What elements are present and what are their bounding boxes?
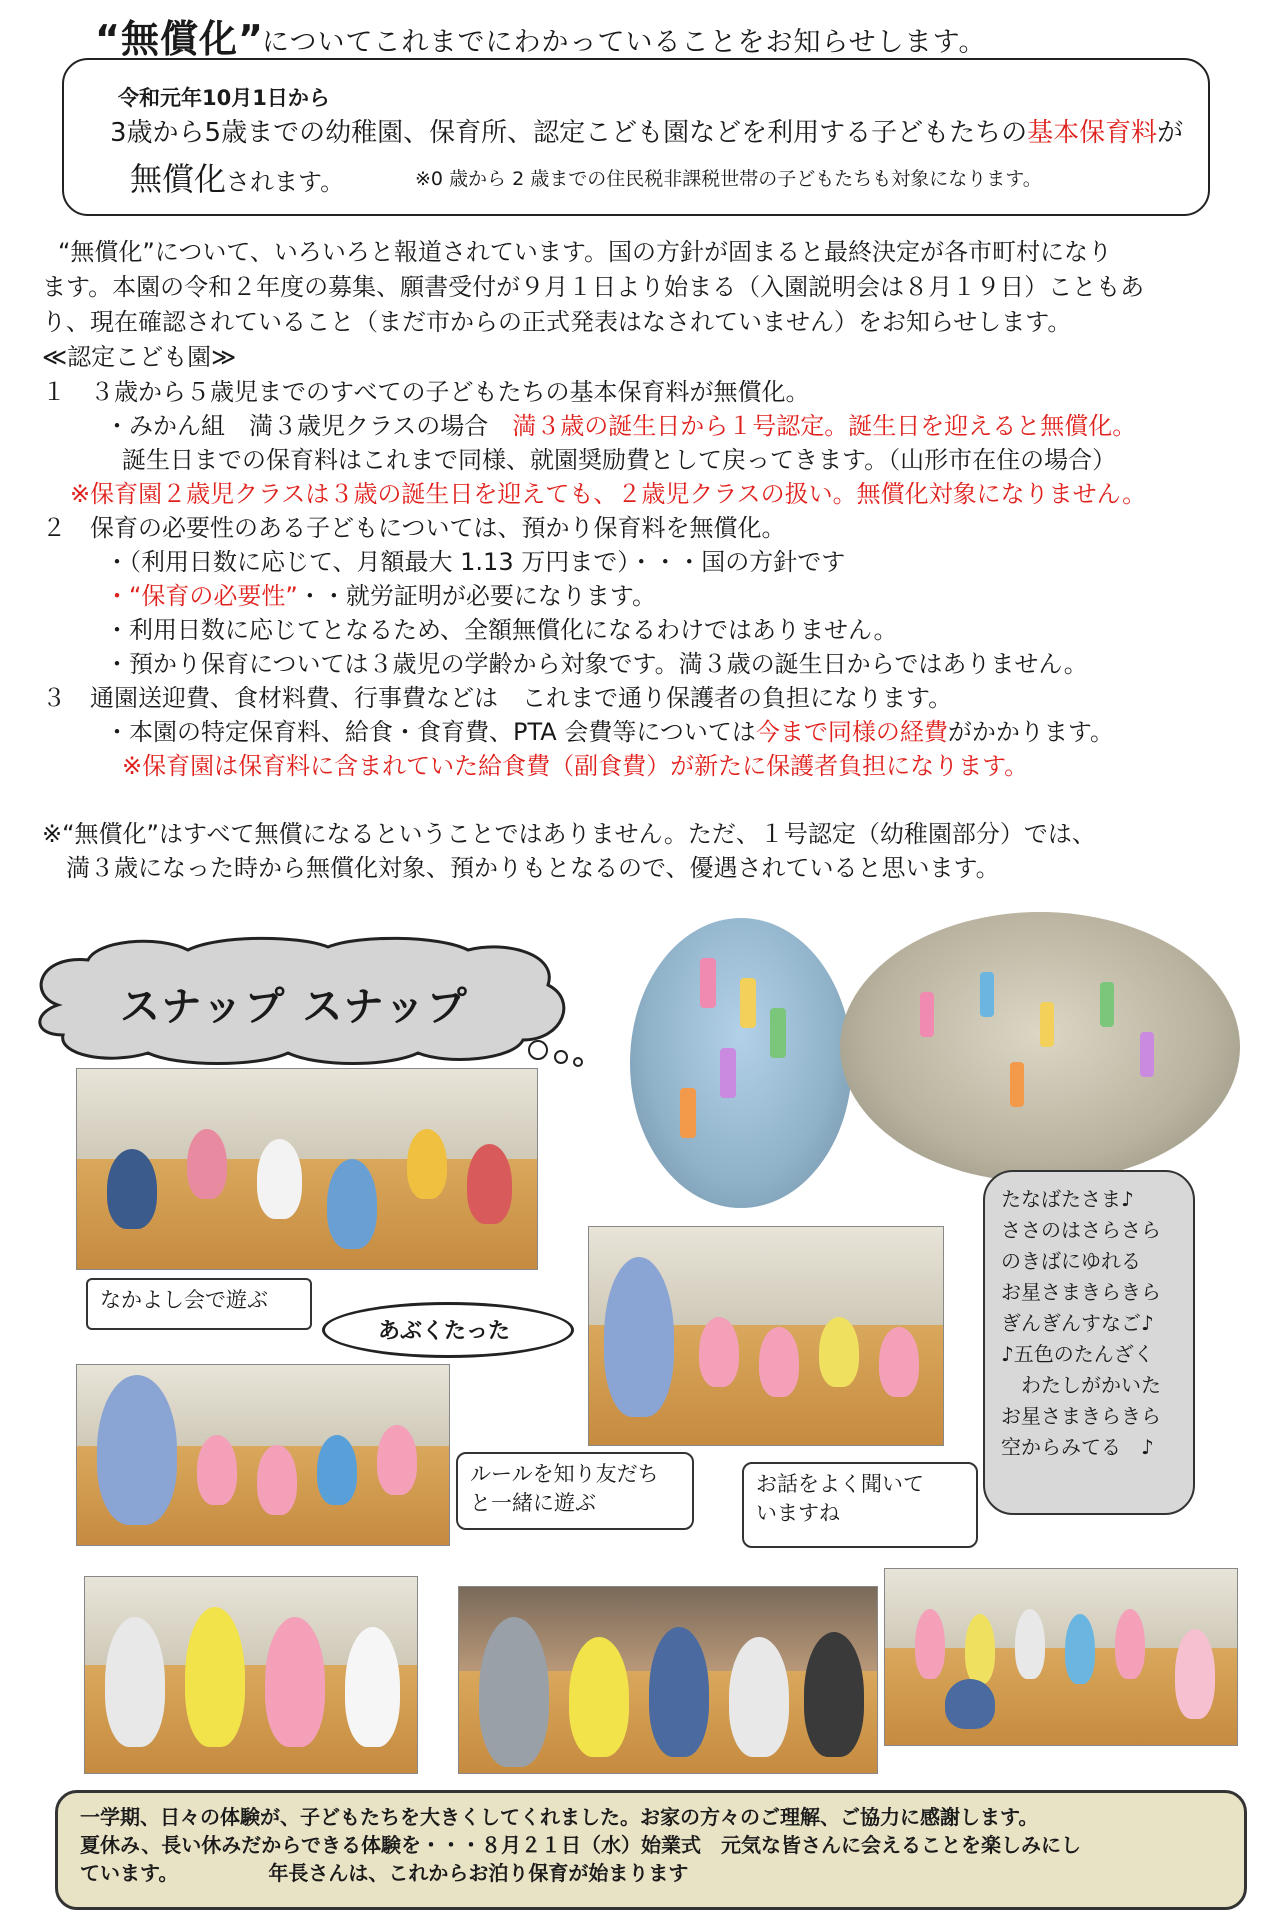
item-2b: ・“保育の必要性”・・就労証明が必要になります。	[105, 582, 656, 610]
notice-footnote: ※0 歳から 2 歳までの住民税非課税世帯の子どもたちも対象になります。	[415, 168, 1042, 190]
photo-bottom-right	[884, 1568, 1238, 1746]
item-1a: ・みかん組 満３歳児クラスの場合 満３歳の誕生日から１号認定。誕生日を迎えると無償化。	[105, 412, 1137, 440]
closing-message	[55, 1790, 1247, 1910]
closing-line-1: 一学期、日々の体験が、子どもたちを大きくしてくれました。お家の方々のご理解、ご協力に感謝します。	[80, 1805, 1039, 1829]
notice-line1: 3歳から5歳までの幼稚園、保育所、認定こども園などを利用する子どもたちの基本保育料が	[110, 118, 1184, 148]
footnote-line-2: 満３歳になった時から無償化対象、預かりもとなるので、優遇されていると思います。	[42, 854, 1000, 882]
photo-tanabata-left	[630, 918, 852, 1208]
caption-nakayoshi: なかよし会で遊ぶ	[86, 1278, 312, 1330]
item-1c: ※保育園２歳児クラスは３歳の誕生日を迎えても、２歳児クラスの扱い。無償化対象になりません。	[70, 480, 1147, 508]
photo-bottom-center	[458, 1586, 878, 1774]
caption-rule: ルールを知り友だち と一緒に遊ぶ	[456, 1452, 694, 1530]
section-heading: ≪認定こども園≫	[42, 343, 237, 371]
closing-line-2: 夏休み、長い休みだからできる体験を・・・８月２１日（水）始業式 元気な皆さんに会えることを楽しみにし	[80, 1833, 1081, 1857]
item-1b: 誕生日までの保育料はこれまで同様、就園奨励費として戻ってきます。（山形市在住の場合）	[122, 446, 1117, 474]
item-3a: ・本園の特定保育料、給食・食育費、PTA 会費等については今まで同様の経費がかかります。	[105, 718, 1114, 746]
page-subtitle: についてこれまでにわかっていることをお知らせします。	[262, 27, 987, 58]
notice-date: 令和元年10月1日から	[118, 86, 330, 110]
caption-abukutatta: あぶくたった	[378, 1319, 511, 1344]
intro-line-1: “無償化”について、いろいろと報道されています。国の方針が固まると最終決定が各市町村になり	[58, 238, 1112, 266]
cloud-title-text: スナップ スナップ	[120, 984, 469, 1030]
photo-nakayoshi	[76, 1068, 538, 1270]
item-2d: ・預かり保育については３歳児の学齢から対象です。満３歳の誕生日からではありません。	[105, 650, 1088, 678]
photo-abukutatta-left	[76, 1364, 450, 1546]
tanabata-lyrics: たなばたさま♪ ささのはさらさら のきばにゆれる お星さまきらきら ぎんぎんすなご♪ ♪五色のたんざく わたしがかいた お星さまきらきら 空からみてる ♪	[983, 1170, 1195, 1515]
item-2: ２ 保育の必要性のある子どもについては、預かり保育料を無償化。	[42, 514, 786, 542]
item-1: １ ３歳から５歳児までのすべての子どもたちの基本保育料が無償化。	[42, 378, 810, 406]
notice-line2: 無償化されます。	[130, 160, 345, 198]
closing-line-3: ています。 年長さんは、これからお泊り保育が始まります	[80, 1861, 689, 1885]
photo-tanabata-right	[840, 912, 1240, 1182]
item-3b: ※保育園は保育料に含まれていた給食費（副食費）が新たに保護者負担になります。	[122, 752, 1029, 780]
page-title: “無償化”	[95, 17, 264, 61]
item-2c: ・利用日数に応じてとなるため、全額無償化になるわけではありません。	[105, 616, 898, 644]
footnote-line-1: ※“無償化”はすべて無償になるということではありません。ただ、１号認定（幼稚園部分）では、	[42, 820, 1096, 848]
item-2a: ・（利用日数に応じて、月額最大 1.13 万円まで）・・・国の方針です	[105, 548, 846, 576]
caption-ohanashi: お話をよく聞いて いますね	[742, 1462, 978, 1548]
photo-abukutatta-right	[588, 1226, 944, 1446]
intro-line-3: り、現在確認されていること（まだ市からの正式発表はなされていません）をお知らせします。	[42, 308, 1072, 336]
intro-line-2: ます。本園の令和２年度の募集、願書受付が９月１日より始まる（入園説明会は８月１９日）こともあ	[42, 273, 1145, 301]
item-3: ３ 通園送迎費、食材料費、行事費などは これまで通り保護者の負担になります。	[42, 684, 953, 712]
photo-bottom-left	[84, 1576, 418, 1774]
